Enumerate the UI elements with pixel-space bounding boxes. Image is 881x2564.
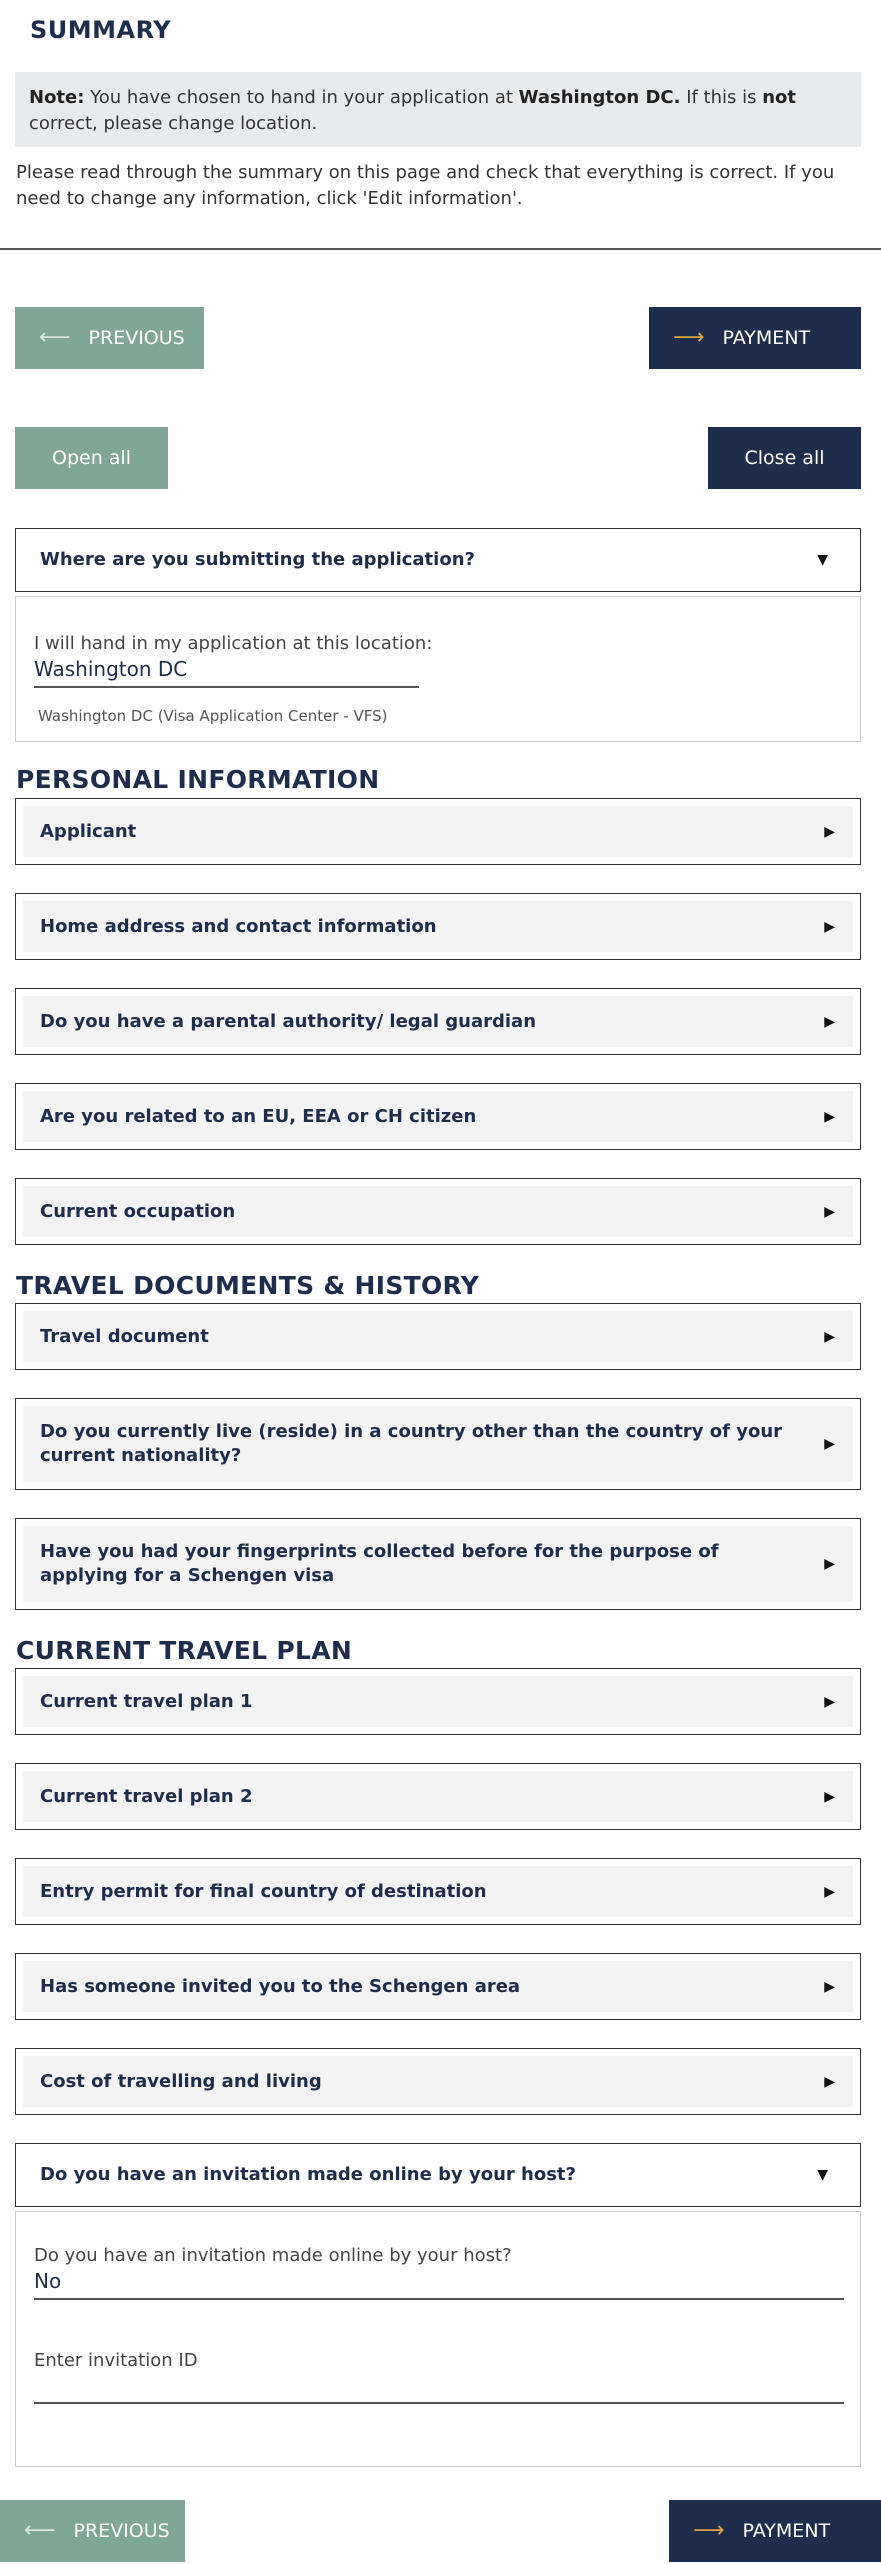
accordion-travel-document[interactable] [15, 1303, 861, 1370]
accordion-travel-plan-2[interactable] [15, 1763, 861, 1830]
note-emphasis: not [762, 87, 797, 108]
accordion-entry-permit[interactable] [15, 1858, 861, 1925]
caret-right-icon: ▶ [824, 1328, 835, 1345]
caret-right-icon: ▶ [824, 1556, 835, 1572]
note-location: Washington DC. [518, 87, 681, 108]
accordion-label: Cost of travelling and living [40, 2070, 322, 2092]
note-text-1: You have chosen to hand in your application at [84, 87, 519, 108]
previous-button-bottom[interactable] [0, 2500, 185, 2562]
arrow-left-icon: ⟵ [39, 325, 71, 350]
invitation-panel [15, 2211, 861, 2467]
previous-button-top[interactable] [15, 307, 204, 369]
location-field-value: Washington DC [34, 657, 188, 681]
location-field-detail: Washington DC (Visa Application Center - VFS) [38, 707, 388, 725]
accordion-label: Applicant [40, 820, 137, 842]
open-all-button[interactable]: Open all [15, 427, 168, 489]
invitation-question-underline [34, 2298, 844, 2300]
accordion-applicant[interactable] [15, 798, 861, 865]
arrow-right-icon: ⟶ [673, 325, 705, 350]
accordion-label: Has someone invited you to the Schengen area [40, 1975, 521, 1997]
payment-button-top[interactable] [649, 307, 861, 369]
accordion-submission[interactable] [15, 528, 861, 592]
accordion-label: Entry permit for final country of destination [40, 1880, 487, 1902]
accordion-invitation-label: Do you have an invitation made online by your host? [40, 2164, 576, 2185]
caret-right-icon: ▶ [824, 918, 835, 935]
close-all-button[interactable]: Close all [708, 427, 861, 489]
section-heading-travel-plan: CURRENT TRAVEL PLAN [16, 1636, 353, 1665]
accordion-label: Do you currently live (reside) in a country other than the country of your current nationality? [40, 1421, 783, 1466]
caret-right-icon: ▶ [824, 1203, 835, 1220]
previous-button-label: PREVIOUS [73, 2520, 170, 2542]
accordion-label: Current travel plan 2 [40, 1785, 253, 1807]
arrow-right-icon: ⟶ [693, 2518, 725, 2543]
invitation-id-label: Enter invitation ID [34, 2350, 198, 2371]
accordion-eu-relation[interactable] [15, 1083, 861, 1150]
divider [0, 248, 881, 250]
accordion-invited[interactable] [15, 1953, 861, 2020]
accordion-occupation[interactable] [15, 1178, 861, 1245]
invitation-question-label: Do you have an invitation made online by your host? [34, 2245, 512, 2266]
caret-right-icon: ▶ [824, 1013, 835, 1030]
caret-right-icon: ▶ [824, 1883, 835, 1900]
payment-button-label: PAYMENT [722, 327, 811, 349]
caret-right-icon: ▶ [824, 1436, 835, 1452]
accordion-cost[interactable] [15, 2048, 861, 2115]
invitation-id-underline [34, 2402, 844, 2404]
arrow-left-icon: ⟵ [24, 2518, 56, 2543]
page-title: SUMMARY [30, 16, 172, 44]
caret-right-icon: ▶ [824, 1108, 835, 1125]
section-heading-personal: PERSONAL INFORMATION [16, 765, 380, 794]
accordion-label: Are you related to an EU, EEA or CH citizen [40, 1105, 477, 1127]
previous-button-label: PREVIOUS [88, 327, 185, 349]
invitation-question-value: No [34, 2269, 62, 2293]
accordion-residence[interactable] [15, 1398, 861, 1490]
caret-right-icon: ▶ [824, 1978, 835, 1995]
payment-button-label: PAYMENT [742, 2520, 831, 2542]
intro-text: Please read through the summary on this page and check that everything is correct. If you need to change any information, click 'Edit information'. [16, 162, 835, 209]
note-text-3: correct, please change location. [29, 113, 318, 134]
accordion-fingerprints[interactable] [15, 1518, 861, 1610]
accordion-travel-plan-1[interactable] [15, 1668, 861, 1735]
caret-right-icon: ▶ [824, 1693, 835, 1710]
caret-right-icon: ▶ [824, 1788, 835, 1805]
section-heading-travel-docs: TRAVEL DOCUMENTS & HISTORY [16, 1271, 480, 1300]
location-field-underline [34, 686, 419, 688]
caret-right-icon: ▶ [824, 823, 835, 840]
accordion-home-address[interactable] [15, 893, 861, 960]
accordion-label: Home address and contact information [40, 915, 437, 937]
note-label: Note: [29, 87, 85, 108]
accordion-label: Do you have a parental authority/ legal guardian [40, 1010, 537, 1032]
caret-down-icon: ▼ [817, 2167, 828, 2183]
accordion-label: Travel document [40, 1325, 209, 1347]
caret-down-icon: ▼ [817, 552, 828, 568]
payment-button-bottom[interactable] [669, 2500, 881, 2562]
location-note [15, 72, 861, 147]
accordion-label: Current occupation [40, 1200, 236, 1222]
submission-panel [15, 596, 861, 742]
accordion-label: Current travel plan 1 [40, 1690, 253, 1712]
accordion-label: Have you had your fingerprints collected before for the purpose of applying for a Schengen visa [40, 1541, 719, 1586]
note-text-2: If this is [680, 87, 763, 108]
accordion-submission-label: Where are you submitting the application? [40, 549, 475, 570]
accordion-guardian[interactable] [15, 988, 861, 1055]
accordion-invitation[interactable] [15, 2143, 861, 2207]
location-field-label: I will hand in my application at this location: [34, 633, 433, 654]
caret-right-icon: ▶ [824, 2073, 835, 2090]
